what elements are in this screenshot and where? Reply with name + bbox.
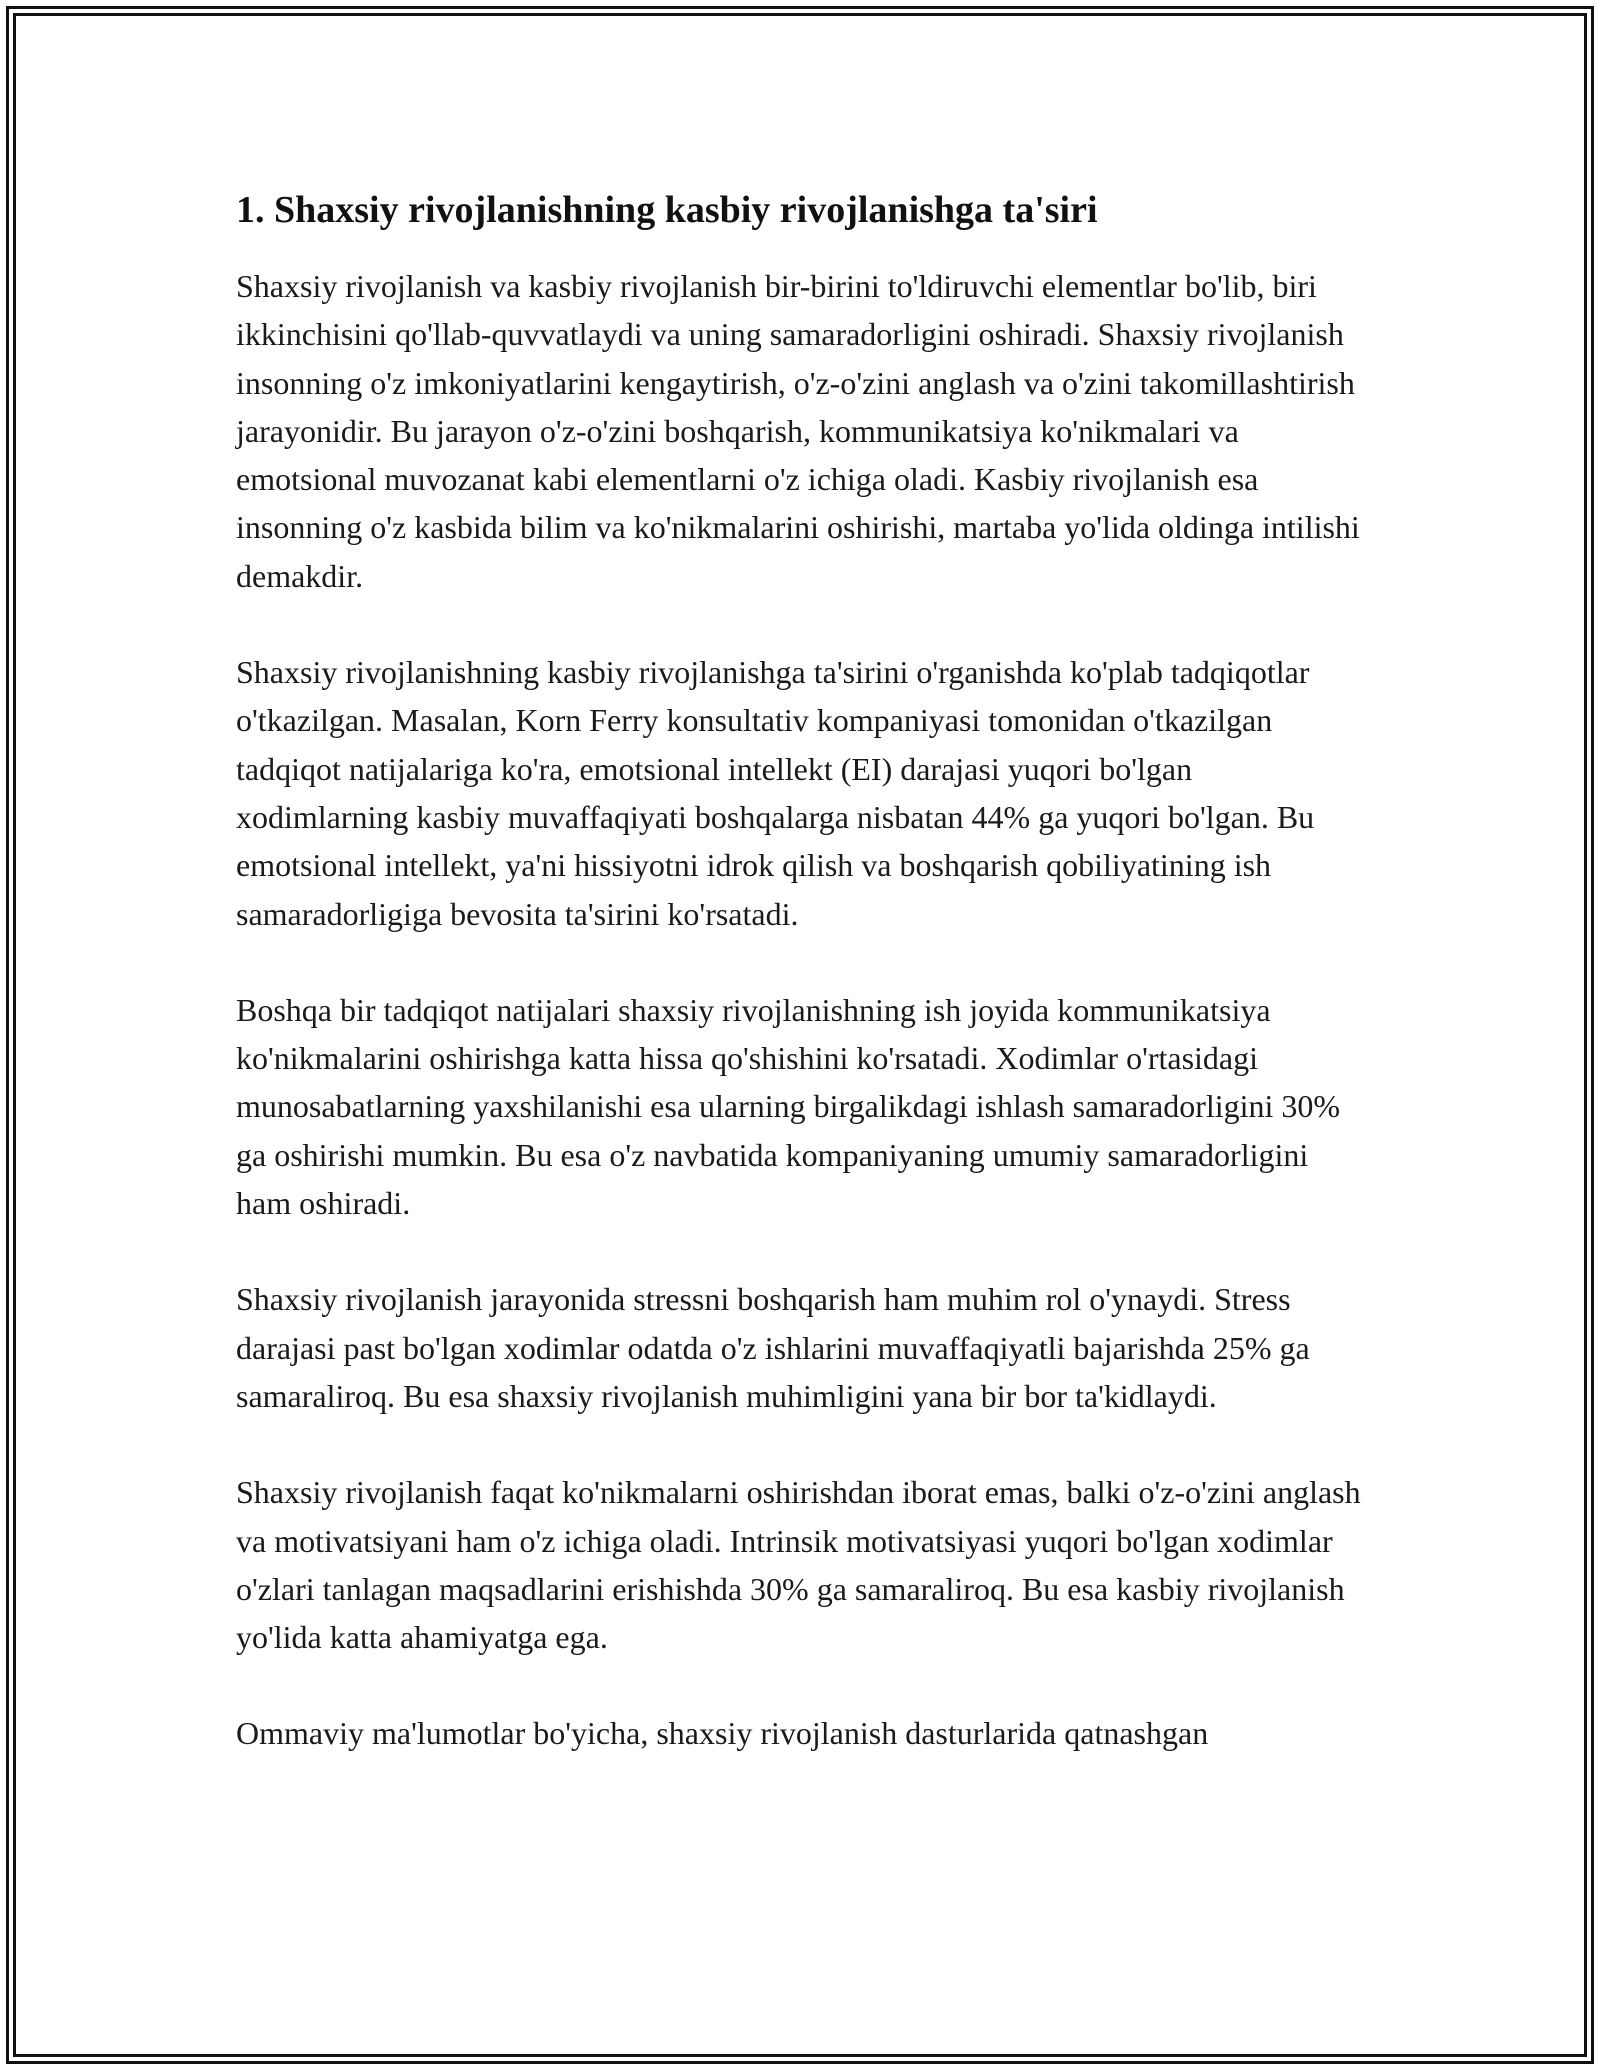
paragraph: Shaxsiy rivojlanish faqat ko'nikmalarni oshirishdan iborat emas, balki o'z-o'zini anglash va motivatsiyani ham o'z ichiga oladi. Intrinsik motivatsiyasi yuqori bo'lgan xodimlar o'zlari tanlagan maqsadlarini erishishda 30% ga samaraliroq. Bu esa kasbiy rivojlanish yo'lida katta ahamiyatga ega. bbox=[236, 1474, 1361, 1656]
document-body bbox=[236, 186, 1366, 1806]
paragraph: Shaxsiy rivojlanishning kasbiy rivojlanishga ta'sirini o'rganishda ko'plab tadqiqotlar o'tkazilgan. Masalan, Korn Ferry konsultativ kompaniyasi tomonidan o'tkazilgan tadqiqot natijalariga ko'ra, emotsional intellekt (EI) darajasi yuqori bo'lgan xodimlarning kasbiy muvaffaqiyati boshqalarga nisbatan 44% ga yuqori bo'lgan. Bu emotsional intellekt, ya'ni hissiyotni idrok qilish va boshqarish qobiliyatining ish samaradorligiga bevosita ta'sirini ko'rsatadi. bbox=[236, 654, 1315, 932]
paragraph: Shaxsiy rivojlanish va kasbiy rivojlanish bir-birini to'ldiruvchi elementlar bo'lib, biri ikkinchisini qo'llab-quvvatlaydi va uning samaradorligini oshiradi. Shaxsiy rivojlanish insonning o'z imkoniyatlarini kengaytirish, o'z-o'zini anglash va o'zini takomillashtirish jarayonidir. Bu jarayon o'z-o'zini boshqarish, kommunikatsiya ko'nikmalari va emotsional muvozanat kabi elementlarni o'z ichiga oladi. Kasbiy rivojlanish esa insonning o'z kasbida bilim va ko'nikmalarini oshirishi, martaba yo'lida oldinga intilishi demakdir. bbox=[236, 268, 1360, 594]
paragraph: Boshqa bir tadqiqot natijalari shaxsiy rivojlanishning ish joyida kommunikatsiya ko'nikmalarini oshirishga katta hissa qo'shishini ko'rsatadi. Xodimlar o'rtasidagi munosabatlarning yaxshilanishi esa ularning birgalikdagi ishlash samaradorligini 30% ga oshirishi mumkin. Bu esa o'z navbatida kompaniyaning umumiy samaradorligini ham oshiradi. bbox=[236, 991, 1341, 1222]
paragraph: Shaxsiy rivojlanish jarayonida stressni boshqarish ham muhim rol o'ynaydi. Stress darajasi past bo'lgan xodimlar odatda o'z ishlarini muvaffaqiyatli bajarishda 25% ga samaraliroq. Bu esa shaxsiy rivojlanish muhimligini yana bir bor ta'kidlaydi. bbox=[236, 1281, 1310, 1414]
paragraph: Ommaviy ma'lumotlar bo'yicha, shaxsiy rivojlanish dasturlarida qatnashgan bbox=[236, 1715, 1209, 1752]
section-heading: 1. Shaxsiy rivojlanishning kasbiy rivojlanishga ta'siri bbox=[236, 189, 1098, 231]
